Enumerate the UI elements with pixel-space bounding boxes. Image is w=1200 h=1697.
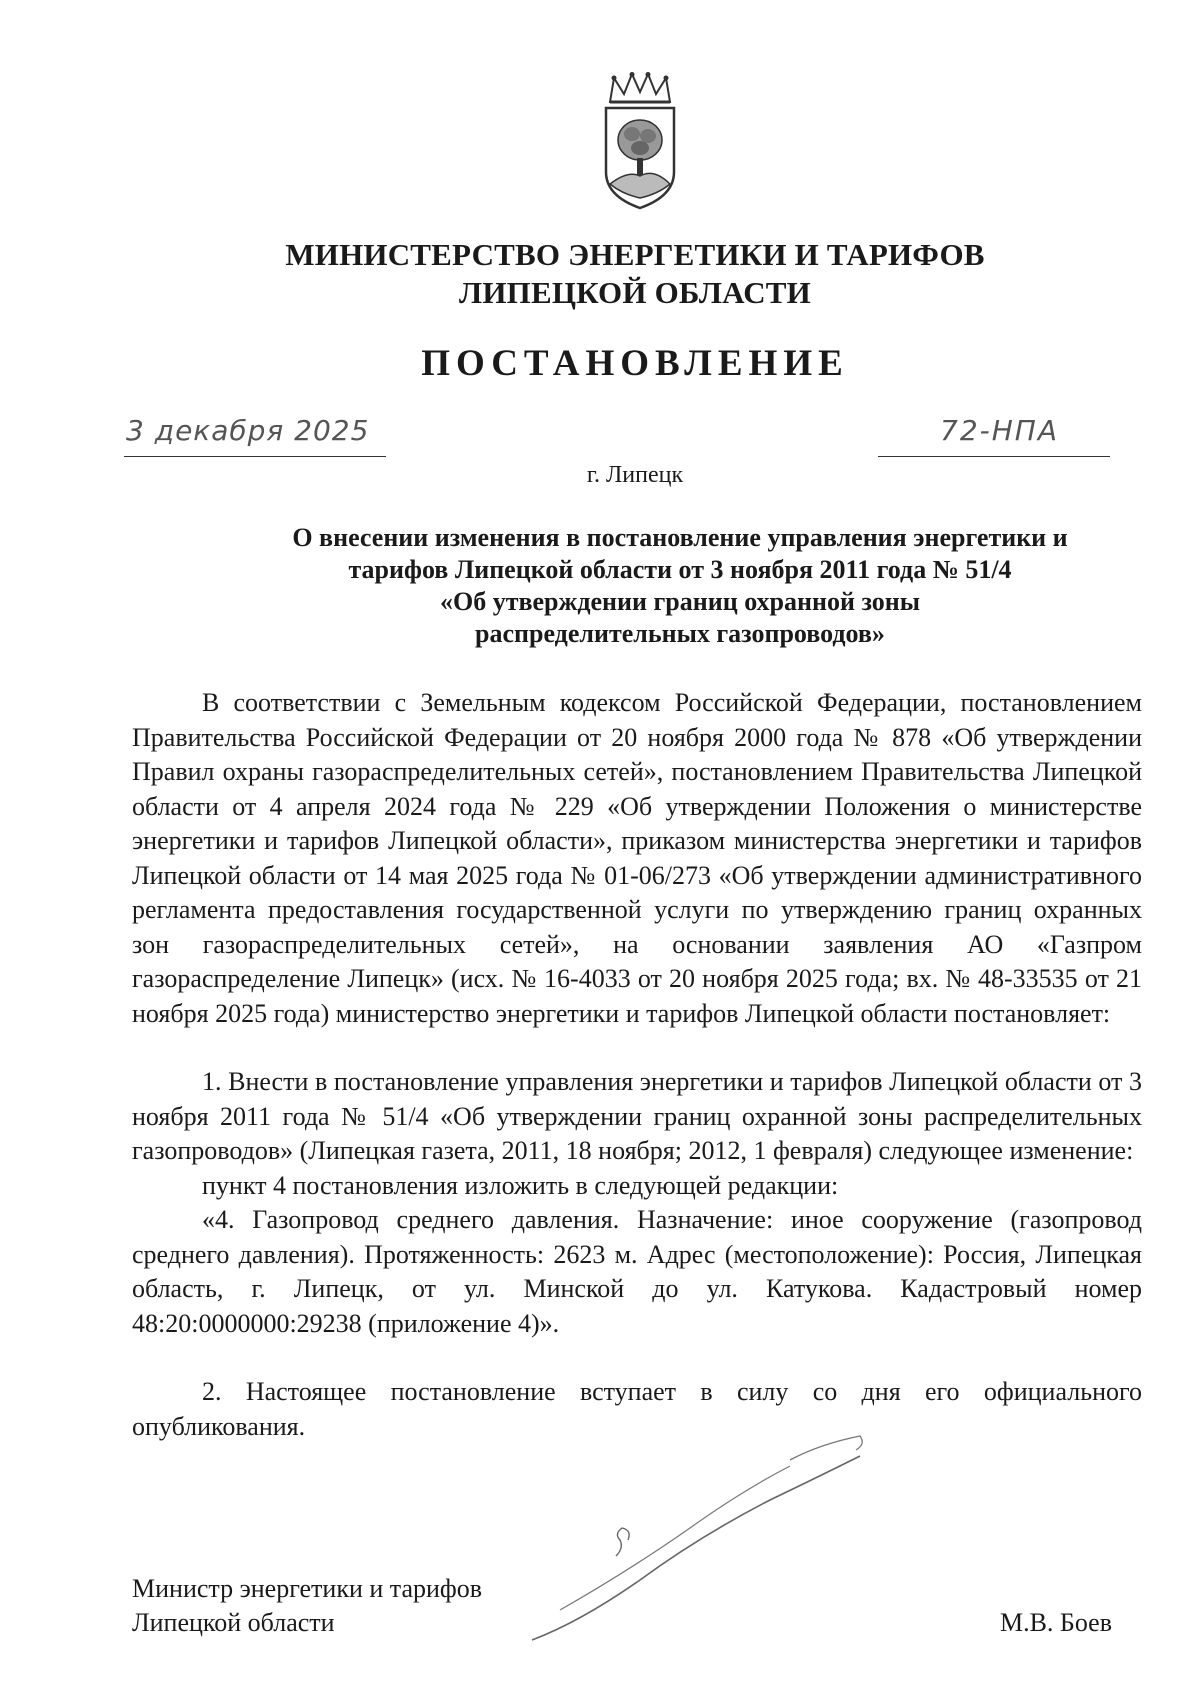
signer-title bbox=[132, 1572, 482, 1640]
subject-line-2: тарифов Липецкой области от 3 ноября 2011 года № 51/4 bbox=[348, 555, 1012, 584]
signer-name: М.В. Боев bbox=[999, 1608, 1112, 1637]
document-body bbox=[132, 686, 1142, 1444]
handwritten-signature-icon bbox=[520, 1400, 1040, 1660]
document-date: 3 декабря 2025 bbox=[126, 414, 370, 447]
item-1-subparagraph: пункт 4 постановления изложить в следующей редакции: bbox=[202, 1170, 839, 1200]
ministry-name bbox=[0, 236, 1200, 312]
subject-line-3: «Об утверждении границ охранной зоны bbox=[439, 587, 921, 616]
item-1-paragraph: 1. Внести в постановление управления энергетики и тарифов Липецкой области от 3 ноября 2011 года № 51/4 «Об утверждении границ охранной зоны распределительных газопроводов» (Липецкая газета, 2011, 18 ноября; 2012, 1 февраля) следующее изменение: bbox=[132, 1067, 1142, 1165]
document-city: г. Липецк bbox=[586, 462, 684, 488]
subject-line-1: О внесении изменения в постановление управления энергетики и bbox=[292, 523, 1068, 552]
signer-title-line-1: Министр энергетики и тарифов bbox=[132, 1574, 483, 1603]
ministry-line-1: МИНИСТЕРСТВО ЭНЕРГЕТИКИ И ТАРИФОВ bbox=[285, 237, 985, 272]
subject-line-4: распределительных газопроводов» bbox=[475, 619, 885, 648]
preamble-paragraph: В соответствии с Земельным кодексом Российской Федерации, постановлением Правительства Российской Федерации от 20 ноября 2000 года № 878 «Об утверждении Правил охраны газораспределительных сетей», постановлением Правительства Липецкой области от 4 апреля 2024 года № 229 «Об утверждении Положения о министерстве энергетики и тарифов Липецкой области», приказом министерства энергетики и тарифов Липецкой области от 14 мая 2025 года № 01-06/273 «Об утверждении административного регламента предоставления государственной услуги по утверждению границ охранных зон газораспределительных сетей», на основании заявления АО «Газпром газораспределение Липецк» (исх. № 16-4033 от 20 ноября 2025 года; вх. № 48-33535 от 21 ноября 2025 года) министерство энергетики и тарифов Липецкой области постановляет: bbox=[132, 688, 1142, 1028]
item-1-quote: «4. Газопровод среднего давления. Назначение: иное сооружение (газопровод среднего давления). Протяженность: 2623 м. Адрес (местоположение): Россия, Липецкая область, г. Липецк, от ул. Минской до ул. Катукова. Кадастровый номер 48:20:0000000:29238 (приложение 4)». bbox=[132, 1205, 1142, 1338]
coat-of-arms-icon bbox=[598, 72, 682, 212]
document-type: ПОСТАНОВЛЕНИЕ bbox=[421, 343, 849, 384]
signer-title-line-2: Липецкой области bbox=[132, 1608, 335, 1637]
item-2-paragraph: 2. Настоящее постановление вступает в силу со дня его официального опубликования. bbox=[132, 1377, 1142, 1441]
document-number: 72-НПА bbox=[940, 414, 1059, 447]
ministry-line-2: ЛИПЕЦКОЙ ОБЛАСТИ bbox=[459, 275, 811, 310]
document-subject bbox=[240, 522, 1120, 650]
